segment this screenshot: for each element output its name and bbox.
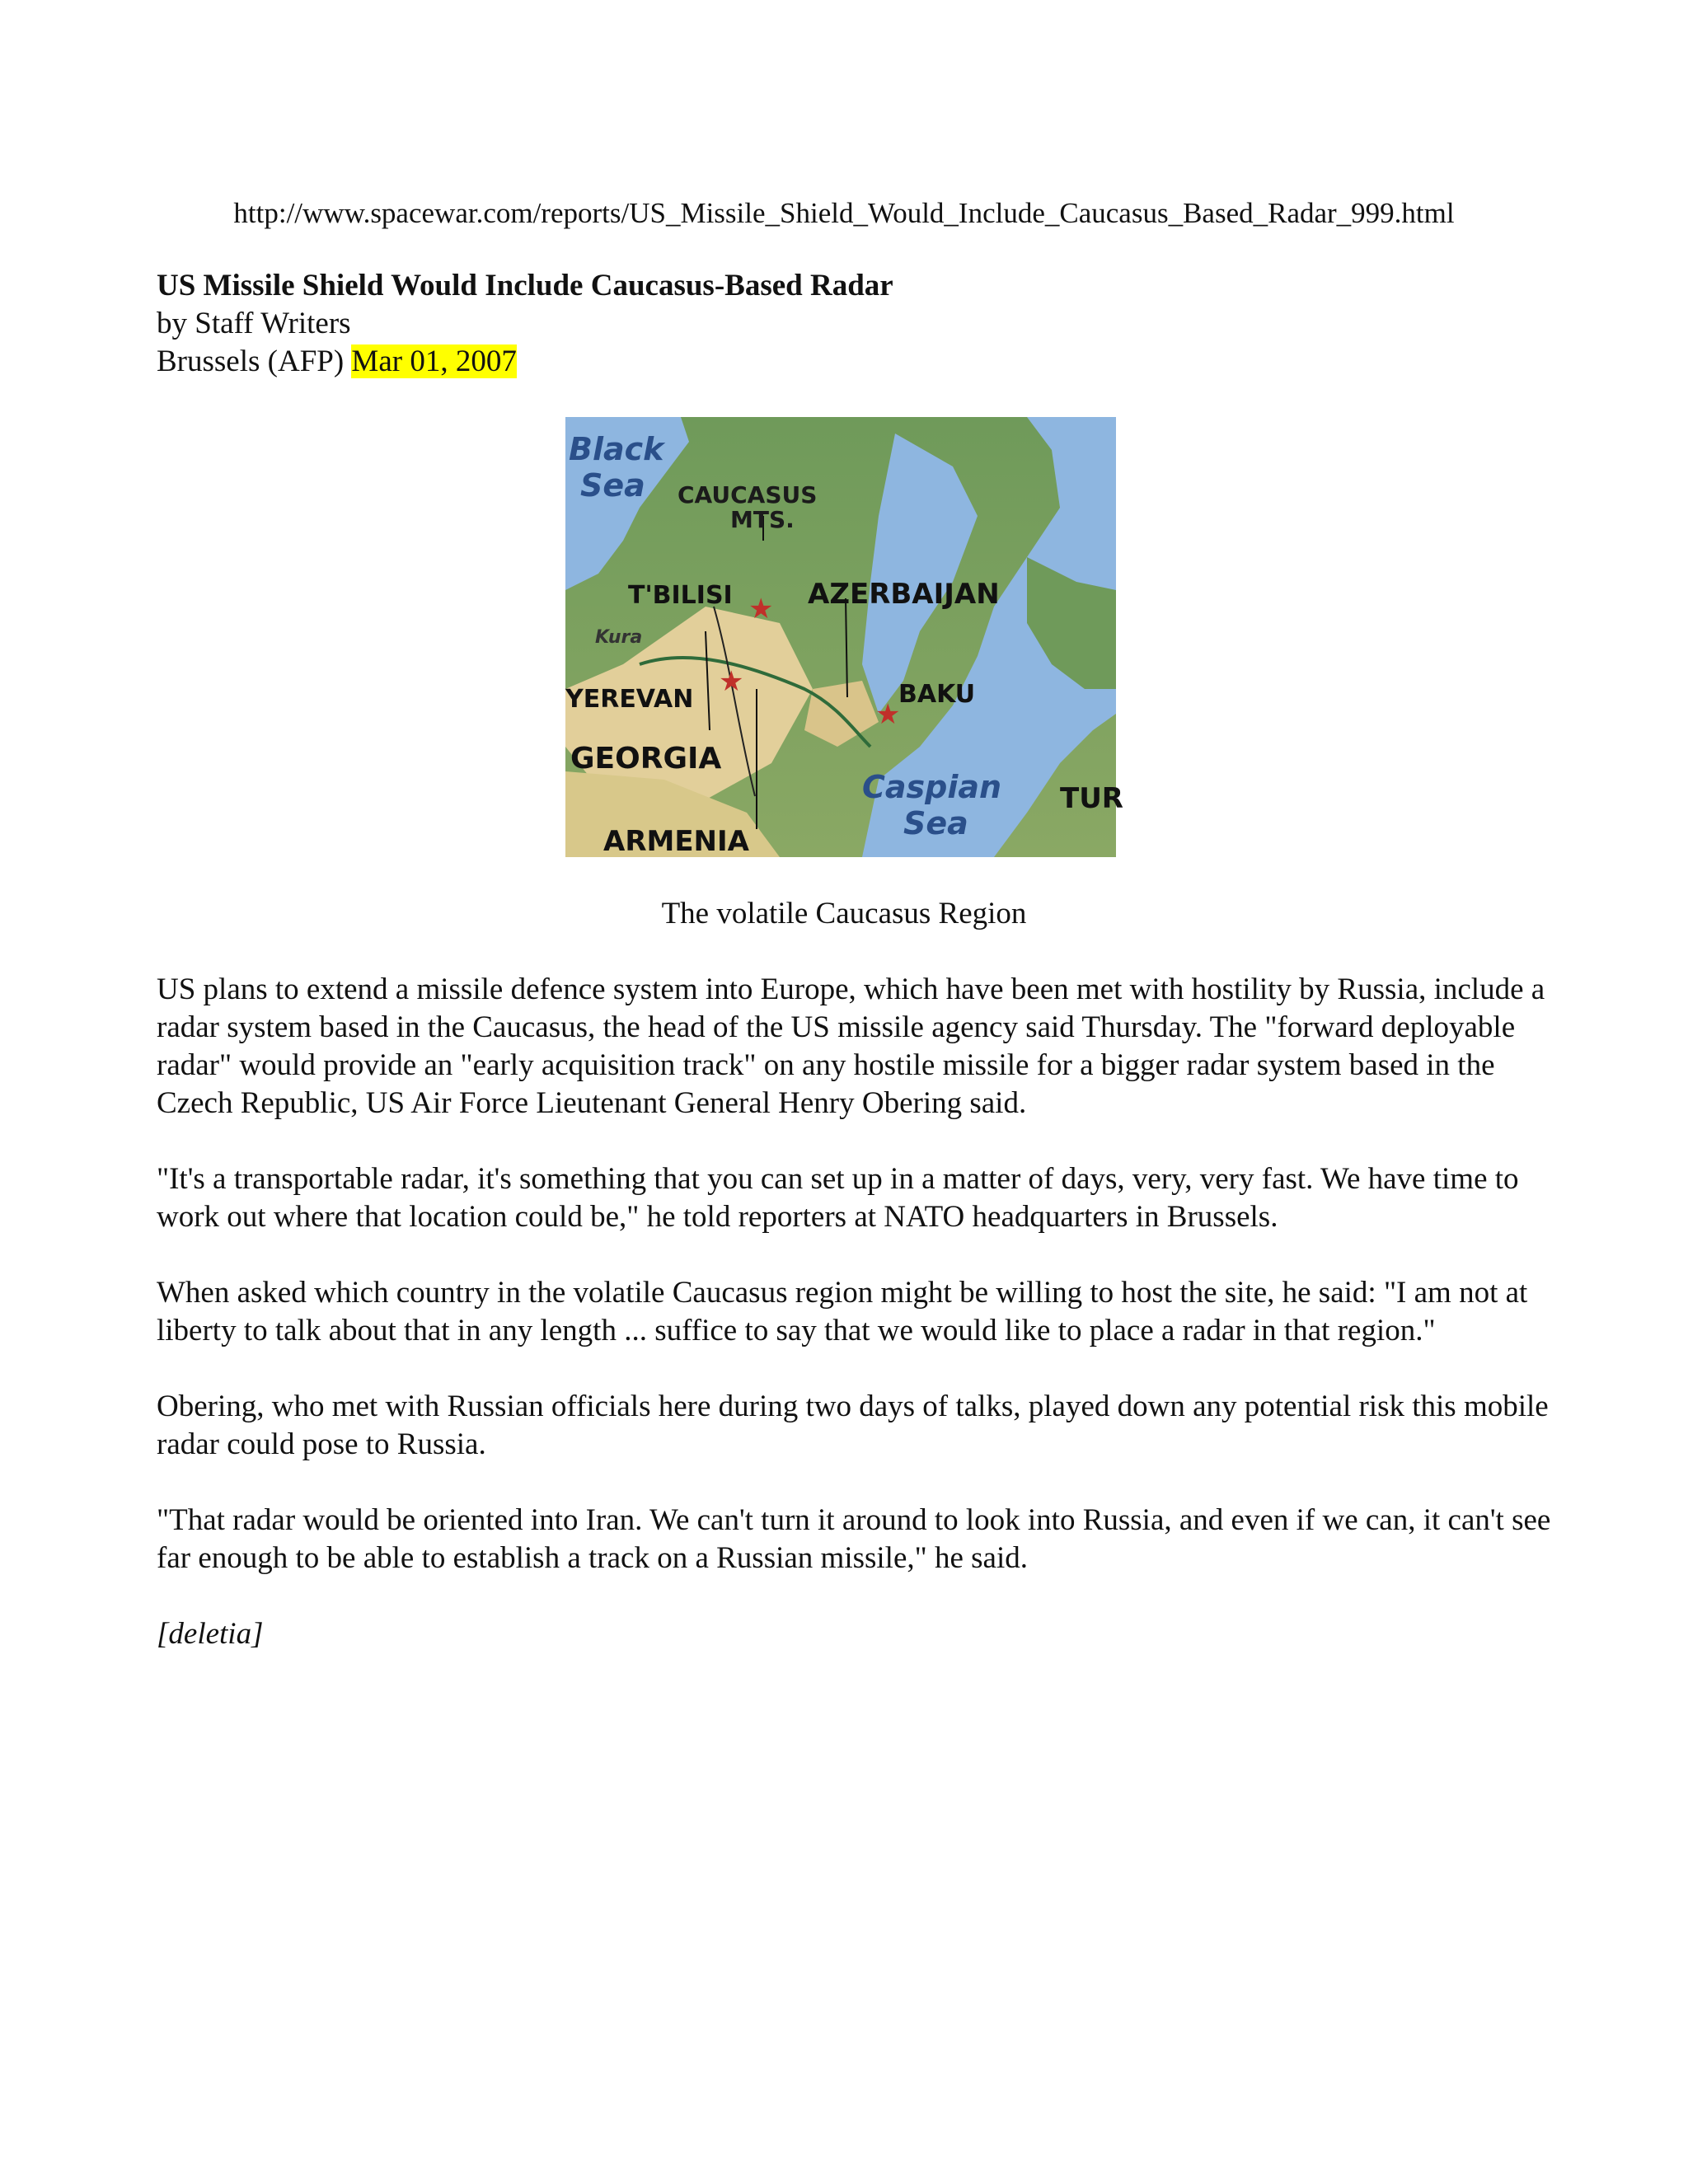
yerevan-star-icon: ★ xyxy=(719,667,744,697)
article-date: Mar 01, 2007 xyxy=(351,344,517,378)
article-paragraph: US plans to extend a missile defence system into Europe, which have been met with hostility by Russia, include a radar system based in the Caucasus, the head of the US missile agency said Thursday. The "forward deployable radar" would provide an "early acquisition track" on any hostile missile for a bigger radar system based in the Czech Republic, US Air Force Lieutenant General Henry Obering said. xyxy=(157,972,1545,1120)
caucasus-map xyxy=(565,417,1123,858)
article-paragraph: When asked which country in the volatile Caucasus region might be willing to host the site, he said: "I am not at liberty to talk about that in any length ... suffice to say that we would like to place a radar in that region." xyxy=(157,1276,1528,1347)
map-label-tbilisi: T'BILISI xyxy=(628,581,733,610)
map-label-kura: Kura xyxy=(595,627,643,648)
article-headline: US Missile Shield Would Include Caucasus-Based Radar xyxy=(157,269,893,302)
map-label-baku: BAKU xyxy=(898,680,976,709)
map-label-caspian-sea: Sea xyxy=(903,805,968,841)
map-label-tur: TUR xyxy=(1060,782,1123,815)
source-url: http://www.spacewar.com/reports/US_Missile_Shield_Would_Include_Caucasus_Based_Radar_999.html xyxy=(233,197,1455,229)
map-label-yerevan: YEREVAN xyxy=(565,685,694,714)
article-paragraph: "It's a transportable radar, it's something that you can set up in a matter of days, very, very fast. We have time to work out where that location could be," he told reporters at NATO headquarters in Brussels. xyxy=(157,1162,1519,1234)
map-label-armenia: ARMENIA xyxy=(603,825,749,858)
map-label-azerbaijan: AZERBAIJAN xyxy=(808,578,1000,611)
baku-star-icon: ★ xyxy=(875,700,901,730)
tbilisi-star-icon: ★ xyxy=(748,594,774,625)
article-byline: by Staff Writers xyxy=(157,307,351,340)
map-label-black-sea: Sea xyxy=(580,467,645,504)
article-dateline xyxy=(157,343,1558,381)
map-label-georgia: GEORGIA xyxy=(570,742,722,776)
article-body xyxy=(157,971,1574,1691)
map-label-black: Black xyxy=(569,431,664,467)
article-paragraph: "That radar would be oriented into Iran. We can't turn it around to look into Russia, and even if we can, it can't see far enough to be able to establish a track on a Russian missile," he said. xyxy=(157,1503,1551,1575)
map-label-mts: MTS. xyxy=(730,506,795,533)
map-label-caucasus: CAUCASUS xyxy=(678,481,818,509)
map-caption: The volatile Caucasus Region xyxy=(661,897,1027,930)
article-header xyxy=(157,267,1558,381)
map-label-caspian: Caspian xyxy=(862,769,1002,805)
dateline-place: Brussels (AFP) xyxy=(157,344,345,378)
article-paragraph: Obering, who met with Russian officials here during two days of talks, played down any potential risk this mobile radar could pose to Russia. xyxy=(157,1390,1549,1461)
deletia-note: [deletia] xyxy=(157,1617,264,1651)
